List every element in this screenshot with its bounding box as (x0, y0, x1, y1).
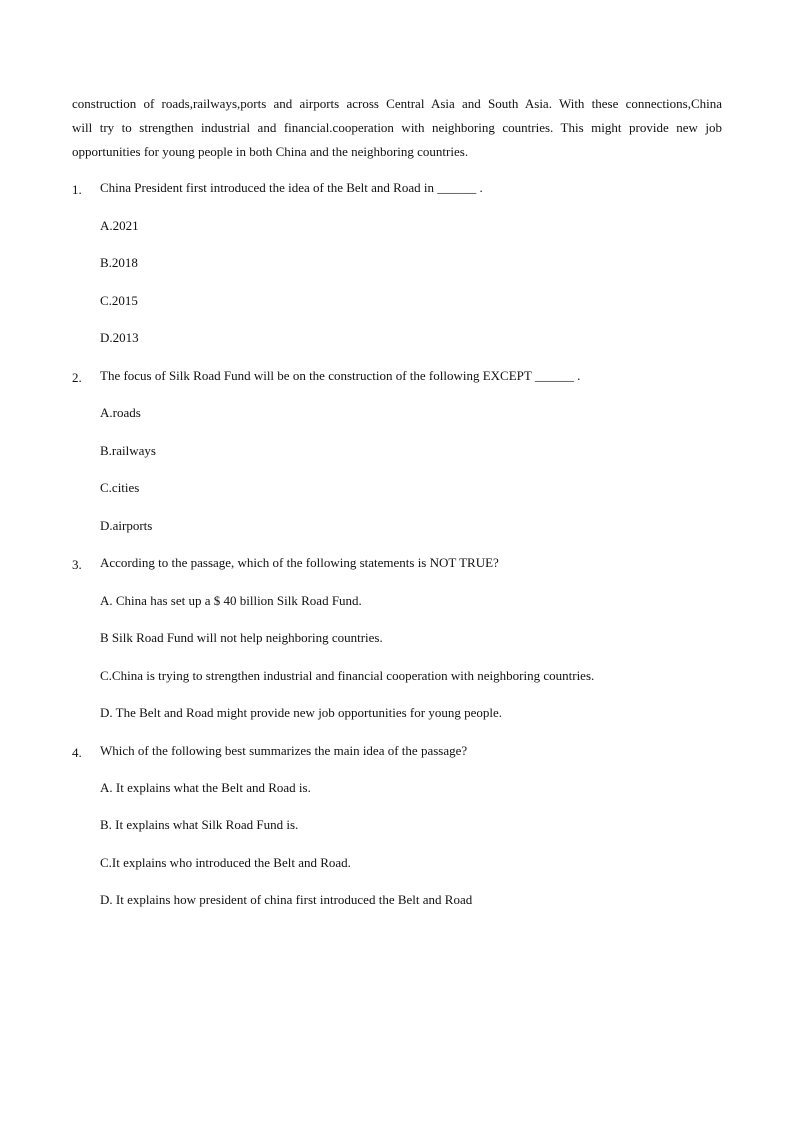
option-1a: A.2021 (100, 218, 139, 233)
option-2d: D.airports (100, 518, 153, 533)
passage-line: construction of roads,railways,ports and airports across Central Asia and South Asia. With these connections,China (72, 96, 722, 111)
option-2c: C.cities (100, 480, 140, 495)
question-number: 1. (72, 182, 82, 197)
option-3a: A. China has set up a $ 40 billion Silk Road Fund. (100, 593, 362, 608)
passage-line: opportunities for young people in both China and the neighboring countries. (72, 144, 469, 159)
option-4c: C.It explains who introduced the Belt and Road. (100, 855, 351, 870)
option-3c: C.China is trying to strengthen industrial and financial cooperation with neighboring countries. (100, 668, 595, 683)
question-2 (72, 366, 722, 386)
option-2b: B.railways (100, 443, 156, 458)
option-2a: A.roads (100, 405, 141, 420)
question-4 (72, 741, 722, 761)
question-number: 2. (72, 370, 82, 385)
question-text: Which of the following best summarizes the main idea of the passage? (100, 743, 468, 758)
option-4a: A. It explains what the Belt and Road is. (100, 780, 311, 795)
question-text: According to the passage, which of the following statements is NOT TRUE? (100, 555, 499, 570)
option-3b: B Silk Road Fund will not help neighboring countries. (100, 630, 383, 645)
question-3 (72, 553, 722, 573)
option-4d: D. It explains how president of china first introduced the Belt and Road (100, 892, 473, 907)
option-3d: D. The Belt and Road might provide new job opportunities for young people. (100, 705, 502, 720)
option-1b: B.2018 (100, 255, 138, 270)
passage (72, 92, 722, 164)
question-text: The focus of Silk Road Fund will be on the construction of the following EXCEPT ______ . (100, 368, 581, 383)
question-number: 3. (72, 557, 82, 572)
question-1 (72, 178, 722, 198)
question-number: 4. (72, 745, 82, 760)
option-1d: D.2013 (100, 330, 139, 345)
option-1c: C.2015 (100, 293, 138, 308)
option-4b: B. It explains what Silk Road Fund is. (100, 817, 299, 832)
passage-line: will try to strengthen industrial and financial.cooperation with neighboring countries. This might provide new job (72, 120, 722, 135)
question-text: China President first introduced the idea of the Belt and Road in ______ . (100, 180, 483, 195)
